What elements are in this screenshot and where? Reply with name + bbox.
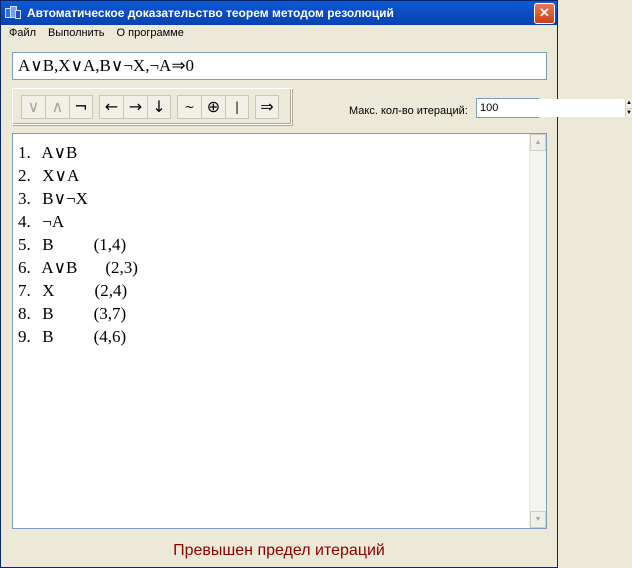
proof-line [18,164,138,187]
proof-line [18,187,138,210]
xor-button[interactable] [201,95,225,119]
line-number: 9. [18,327,31,346]
implies-button[interactable] [255,95,279,119]
menu-file[interactable]: Файл [9,27,37,39]
window-title: Автоматическое доказательство теорем методом резолюций [27,6,394,20]
line-number: 1. [18,143,31,162]
menu-about[interactable]: О программе [116,27,184,39]
line-number: 2. [18,166,31,185]
xor-icon: ⊕ [206,97,221,116]
toolbar-group [177,95,249,119]
clause-text: B [42,304,54,323]
symbol-toolbar [12,88,292,125]
proof-line [18,233,138,256]
proof-output[interactable] [12,133,547,529]
implies-icon: ⇒ [260,97,274,116]
clause-text: X [42,281,55,300]
toolbar-group [21,95,93,119]
title-bar[interactable] [1,1,557,25]
arrow-left-icon: ← [104,97,119,116]
close-button[interactable] [534,3,555,24]
not-icon: ¬ [74,97,88,116]
resolvent-parents: (1,4) [93,235,127,254]
clause-text: B [42,235,54,254]
tilde-button[interactable] [177,95,201,119]
proof-line [18,210,138,233]
clause-text: X∨A [42,166,80,185]
app-icon [5,5,21,21]
proof-line [18,141,138,164]
proof-line [18,256,138,279]
scroll-up-button[interactable] [530,134,546,151]
arrow-right-icon: → [128,97,143,116]
line-number: 3. [18,189,31,208]
arrow-left-button[interactable] [99,95,123,119]
vertical-scrollbar[interactable] [529,134,546,528]
bar-icon: | [234,99,240,114]
arrow-down-icon: ↓ [152,97,166,116]
resolvent-parents: (2,4) [94,281,128,300]
clause-text: A∨B [41,258,78,277]
max-iterations-label: Макс. кол-во итераций: [349,105,468,117]
proof-line [18,302,138,325]
and-button[interactable] [45,95,69,119]
clause-text: A∨B [41,143,78,162]
tilde-icon: ~ [184,99,195,114]
menu-run[interactable]: Выполнить [48,27,105,39]
max-iterations-spinbox [476,98,632,118]
arrow-right-button[interactable] [123,95,147,119]
scroll-down-button[interactable] [530,511,546,528]
resolvent-parents: (3,7) [93,304,127,323]
proof-line [18,325,138,348]
clause-text: ¬A [42,212,65,231]
spin-down-button[interactable] [626,109,632,118]
resolvent-parents: (2,3) [105,258,138,277]
scroll-down-icon: ▼ [534,516,542,523]
status-message: Превышен предел итераций [173,542,385,559]
formula-input[interactable]: A∨B,X∨A,B∨¬X,¬A⇒0 [12,52,547,80]
line-number: 8. [18,304,31,323]
toolbar-group [255,95,279,119]
line-number: 4. [18,212,31,231]
spin-up-icon: ▲ [626,100,632,107]
proof-line [18,279,138,302]
bar-button[interactable] [225,95,249,119]
or-icon: ∨ [27,97,40,116]
line-number: 6. [18,258,31,277]
or-button[interactable] [21,95,45,119]
menu-bar [1,25,557,41]
and-icon: ∧ [51,97,64,116]
spin-up-button[interactable] [626,99,632,109]
line-number: 7. [18,281,31,300]
scroll-up-icon: ▲ [534,139,542,146]
line-number: 5. [18,235,31,254]
close-icon: ✕ [539,5,550,20]
clause-text: B∨¬X [42,189,88,208]
clause-text: B [42,327,54,346]
not-button[interactable] [69,95,93,119]
proof-lines [18,141,138,348]
resolvent-parents: (4,6) [93,327,127,346]
arrow-down-button[interactable] [147,95,171,119]
spin-down-icon: ▼ [626,109,632,116]
toolbar-group [99,95,171,119]
max-iterations-input[interactable] [477,99,625,117]
